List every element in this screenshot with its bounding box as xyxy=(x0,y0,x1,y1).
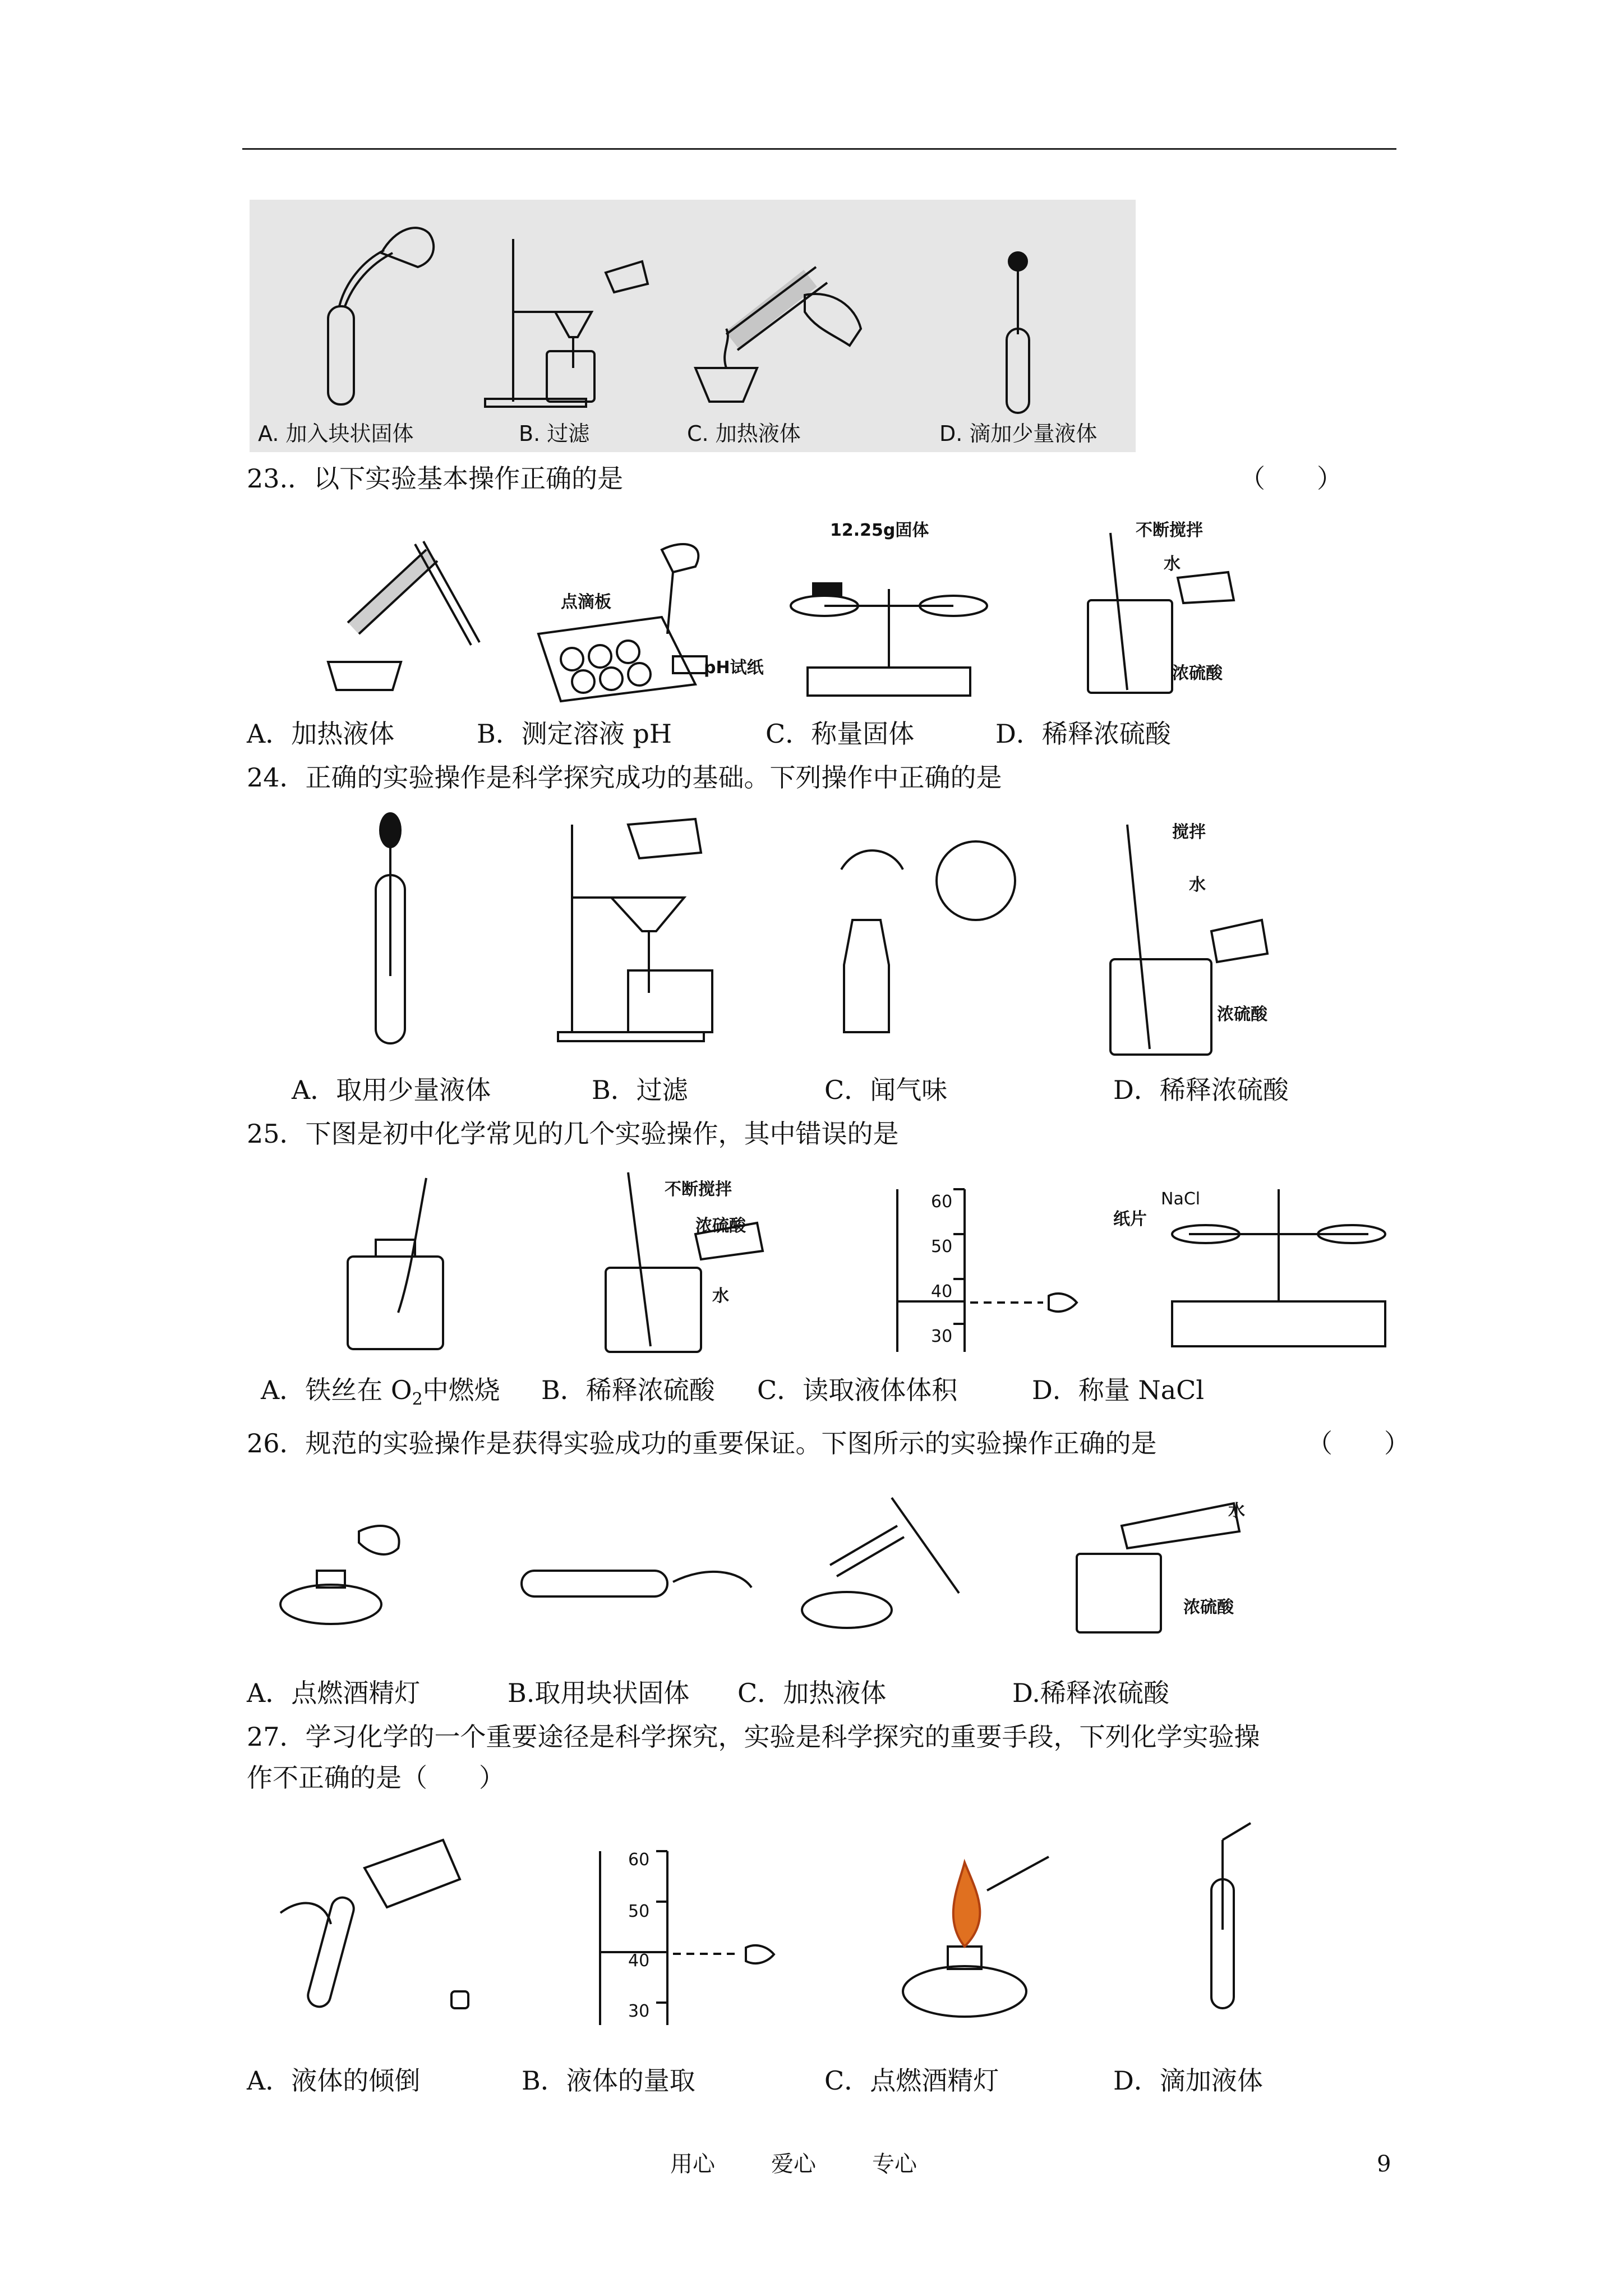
q24-option-d: D．稀释浓硫酸 xyxy=(1113,1075,1289,1105)
q23-label-solid: 12.25g固体 xyxy=(830,521,929,540)
q22-caption-c: C. 加热液体 xyxy=(687,421,801,446)
q23-label-acid: 浓硫酸 xyxy=(1172,664,1223,683)
q23-option-c: C．称量固体 xyxy=(766,719,915,749)
q27-tick-40: 40 xyxy=(628,1951,650,1971)
q25-tick-60: 60 xyxy=(931,1192,953,1212)
q25-option-c: C．读取液体体积 xyxy=(757,1375,958,1405)
q27-option-d: D．滴加液体 xyxy=(1113,2065,1263,2096)
q25-label-water: 水 xyxy=(712,1286,729,1306)
q26-label-water: 水 xyxy=(1228,1501,1245,1521)
q25-label-nacl: NaCl xyxy=(1161,1189,1201,1209)
q25-option-d: D．称量 NaCl xyxy=(1032,1375,1205,1405)
q24-question: 24．正确的实验操作是科学探究成功的基础。下列操作中正确的是 xyxy=(247,762,1002,793)
q26-answer-bracket: （ ） xyxy=(1307,1428,1410,1458)
q22-figure-drawing xyxy=(250,200,1136,452)
q26-figures xyxy=(269,1492,1324,1638)
q25-label-acid: 浓硫酸 xyxy=(695,1216,746,1236)
q22-figure-panel xyxy=(250,200,1136,452)
q27-option-b: B．液体的量取 xyxy=(522,2065,695,2096)
q23-label-plate: 点滴板 xyxy=(561,592,611,612)
q24-option-c: C．闻气味 xyxy=(824,1075,948,1105)
q27-option-a: A．液体的倾倒 xyxy=(247,2065,421,2096)
q25-tick-50: 50 xyxy=(931,1237,953,1257)
q26-option-b: B.取用块状固体 xyxy=(508,1678,690,1708)
q25-option-a: A．铁丝在 $O_2$中燃烧 xyxy=(261,1375,500,1410)
q23-label-stir: 不断搅拌 xyxy=(1136,521,1203,540)
q24-figures xyxy=(336,808,1374,1066)
q26-label-acid: 浓硫酸 xyxy=(1183,1598,1234,1617)
q23-option-b: B．测定溶液 pH xyxy=(477,719,672,749)
q27-option-c: C．点燃酒精灯 xyxy=(824,2065,999,2096)
footer-motto-1: 用心 xyxy=(670,2151,715,2177)
q25-tick-30: 30 xyxy=(931,1327,953,1346)
q24-label-water: 水 xyxy=(1189,875,1206,895)
q22-caption-a: A. 加入块状固体 xyxy=(258,421,414,446)
q26-question: 26．规范的实验操作是获得实验成功的重要保证。下图所示的实验操作正确的是 xyxy=(247,1428,1157,1458)
q26-option-d: D.稀释浓硫酸 xyxy=(1012,1678,1169,1708)
q26-option-c: C．加热液体 xyxy=(737,1678,887,1708)
q25-tick-40: 40 xyxy=(931,1282,953,1301)
q23-label-ph-paper: pH试纸 xyxy=(704,658,764,678)
q27-question-line1: 27．学习化学的一个重要途径是科学探究，实验是科学探究的重要手段，下列化学实验操 xyxy=(247,1722,1260,1752)
q22-caption-d: D. 滴加少量液体 xyxy=(939,421,1098,446)
q27-question-line2: 作不正确的是（ ） xyxy=(247,1763,505,1793)
q23-label-water: 水 xyxy=(1164,554,1181,574)
q24-option-b: B．过滤 xyxy=(592,1075,688,1105)
footer-motto-2: 爱心 xyxy=(771,2151,816,2177)
q23-option-d: D．稀释浓硫酸 xyxy=(995,719,1171,749)
q26-option-a: A．点燃酒精灯 xyxy=(247,1678,421,1708)
q27-tick-50: 50 xyxy=(628,1902,650,1921)
q23-option-a: A．加热液体 xyxy=(247,719,395,749)
q23-answer-bracket: （ ） xyxy=(1239,463,1343,494)
q25-option-b: B．稀释浓硫酸 xyxy=(541,1375,715,1405)
header-rule xyxy=(242,148,1396,150)
q24-label-acid: 浓硫酸 xyxy=(1217,1005,1267,1024)
q25-figures xyxy=(314,1156,1408,1358)
q25-question: 25．下图是初中化学常见的几个实验操作，其中错误的是 xyxy=(247,1119,899,1149)
q27-tick-30: 30 xyxy=(628,2001,650,2021)
q24-option-a: A．取用少量液体 xyxy=(292,1075,491,1105)
q27-tick-60: 60 xyxy=(628,1850,650,1870)
q27-figures xyxy=(258,1818,1324,2031)
q25-label-paper: 纸片 xyxy=(1113,1209,1147,1229)
q25-label-stir: 不断搅拌 xyxy=(665,1180,732,1199)
q23-question: 23.．以下实验基本操作正确的是 xyxy=(247,463,624,494)
q24-label-stir: 搅拌 xyxy=(1172,822,1206,842)
footer-motto-3: 专心 xyxy=(872,2151,917,2177)
q22-caption-b: B. 过滤 xyxy=(519,421,590,446)
page-number: 9 xyxy=(1377,2151,1391,2177)
